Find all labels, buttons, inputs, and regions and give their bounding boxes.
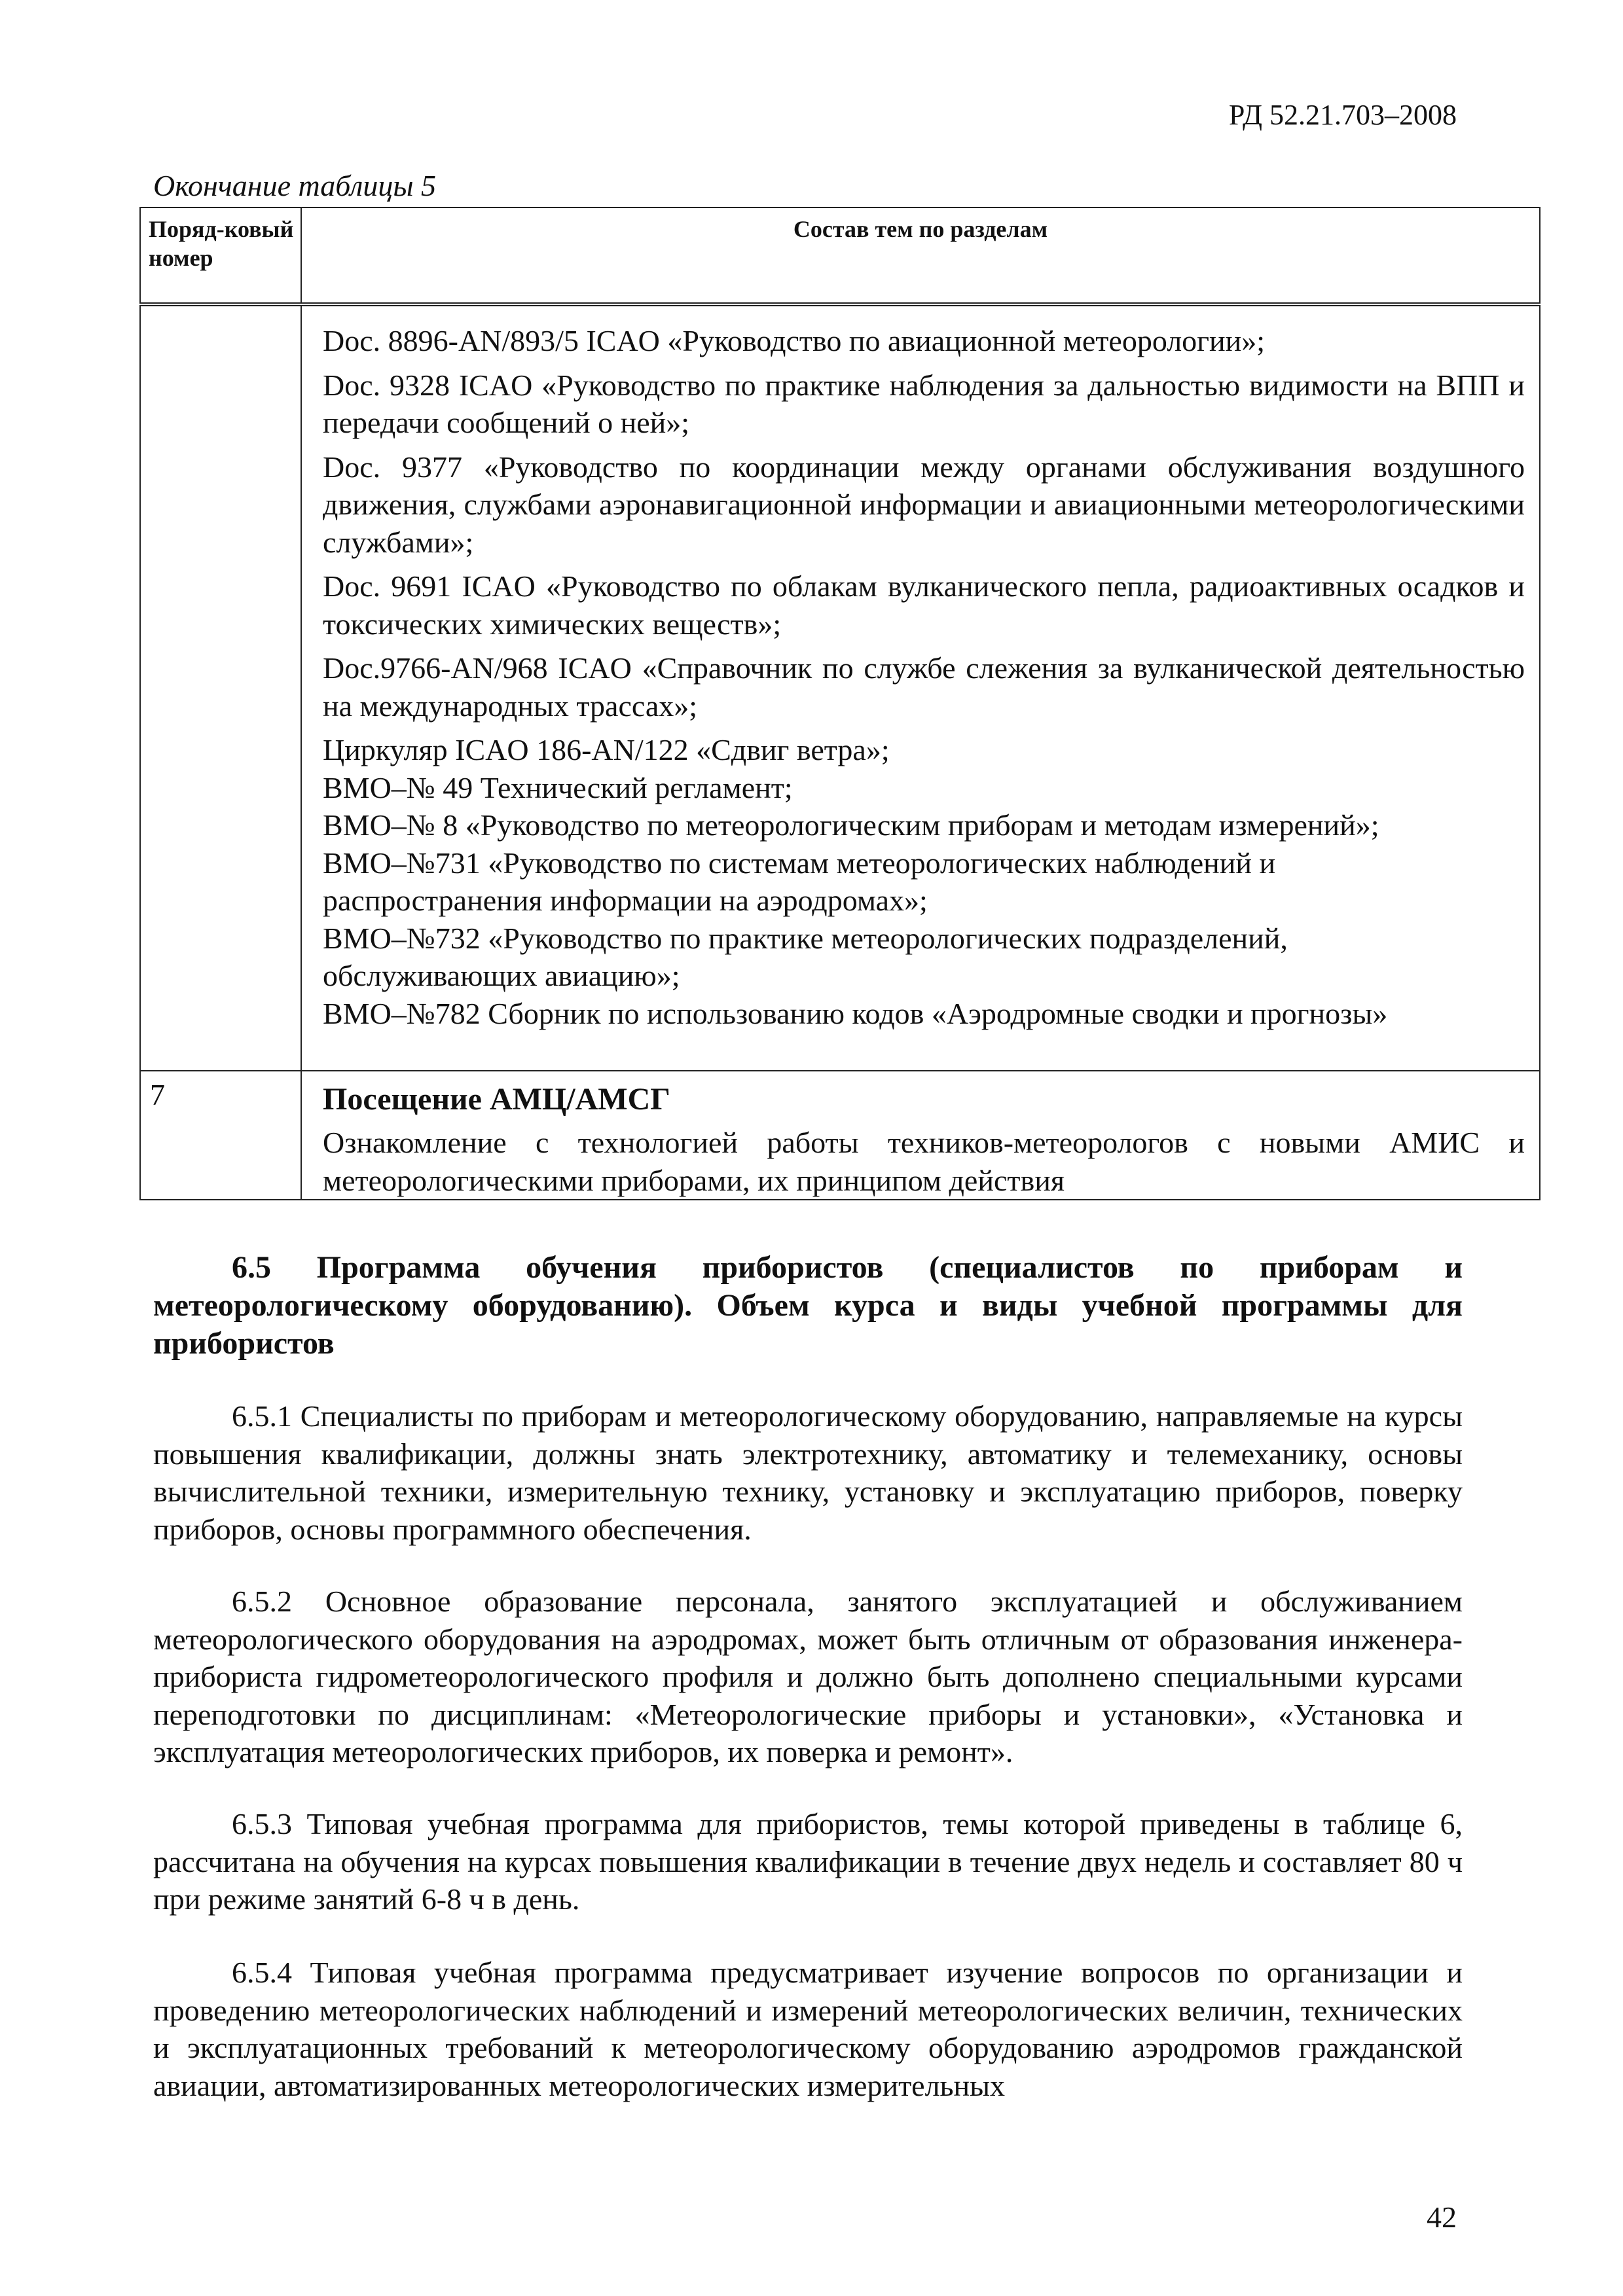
reference-line: Циркуляр ICAO 186-AN/122 «Сдвиг ветра»;: [323, 733, 890, 766]
reference-line: ВМО–№782 Сборник по использованию кодов «Аэродромные сводки и прогнозы»: [323, 996, 1388, 1030]
reference-line: ВМО–№732 «Руководство по практике метеорологических подразделений,: [323, 921, 1288, 955]
reference-line: ВМО–№ 49 Технический регламент;: [323, 770, 793, 804]
document-code: РД 52.21.703–2008: [1228, 99, 1457, 131]
reference-item: Doc. 9691 ICAO «Руководство по облакам вулканического пепла, радиоактивных осадков и токсических химических веществ»;: [323, 569, 1525, 641]
paragraph-6-5-2: 6.5.2 Основное образование персонала, занятого эксплуатацией и обслуживанием метеорологического оборудования на аэродромах, может быть отличным от образования инженера-прибориста гидрометеорологического профиля и должно быть дополнено специальными курсами переподготовки по дисциплинам: «Метеорологические приборы и установки», «Установка и эксплуатация метеорологических приборов, их поверка и ремонт».: [153, 1585, 1463, 1768]
row-topics: [301, 1071, 1540, 1200]
table-caption: Окончание таблицы 5: [153, 169, 436, 202]
reference-line: распространения информации на аэродромах»;: [323, 884, 928, 917]
row-number: 7: [140, 1071, 301, 1200]
row-description: Ознакомление с технологией работы техников-метеорологов с новыми АМИС и метеорологическими приборами, их принципом действия: [323, 1126, 1525, 1197]
reference-line: ВМО–№731 «Руководство по системам метеорологических наблюдений и: [323, 846, 1276, 880]
topics-table: [139, 207, 1541, 1200]
table-row: [140, 304, 1540, 1071]
table-header-row: [140, 207, 1540, 304]
section-heading: 6.5 Программа обучения прибористов (специалистов по приборам и метеорологическому оборудованию). Объем курса и виды учебной программы для прибористов: [153, 1250, 1463, 1361]
paragraph-6-5-4: 6.5.4 Типовая учебная программа предусматривает изучение вопросов по организации и проведению метеорологических наблюдений и измерений метеорологических величин, технических и эксплуатационных требований к метеорологическому оборудованию аэродромов гражданской авиации, автоматизированных метеорологических измерительных: [153, 1956, 1463, 2102]
row-title: Посещение АМЦ/АМСГ: [323, 1082, 670, 1117]
paragraph-6-5-1: 6.5.1 Специалисты по приборам и метеорологическому оборудованию, направляемые на курсы повышения квалификации, должны знать электротехнику, автоматику и телемеханику, основы вычислительной техники, измерительную технику, установку и эксплуатацию приборов, поверку приборов, основы программного обеспечения.: [153, 1399, 1463, 1546]
table-row: [140, 1071, 1540, 1200]
reference-line: ВМО–№ 8 «Руководство по метеорологическим приборам и методам измерений»;: [323, 808, 1379, 842]
row-topics: [301, 304, 1540, 1071]
reference-line: обслуживающих авиацию»;: [323, 959, 680, 992]
page-number: 42: [1427, 2200, 1457, 2234]
header-topics: Состав тем по разделам: [301, 207, 1540, 304]
reference-item: Doc.9766-AN/968 ICAO «Справочник по службе слежения за вулканической деятельностью на международных трассах»;: [323, 651, 1525, 723]
reference-item: Doc. 9377 «Руководство по координации между органами обслуживания воздушного движения, службами аэронавигационной информации и авиационными метеорологическими службами»;: [323, 450, 1525, 559]
row-number: [140, 304, 301, 1071]
reference-item: Doc. 8896-AN/893/5 ICAO «Руководство по авиационной метеорологии»;: [323, 324, 1266, 357]
reference-item: Doc. 9328 ICAO «Руководство по практике наблюдения за дальностью видимости на ВПП и передачи сообщений о ней»;: [323, 368, 1525, 439]
paragraph-6-5-3: 6.5.3 Типовая учебная программа для прибористов, темы которой приведены в таблице 6, рассчитана на обучения на курсах повышения квалификации в течение двух недель и составляет 80 ч при режиме занятий 6-8 ч в день.: [153, 1807, 1463, 1916]
header-number: Поряд-ковый номер: [140, 207, 301, 304]
